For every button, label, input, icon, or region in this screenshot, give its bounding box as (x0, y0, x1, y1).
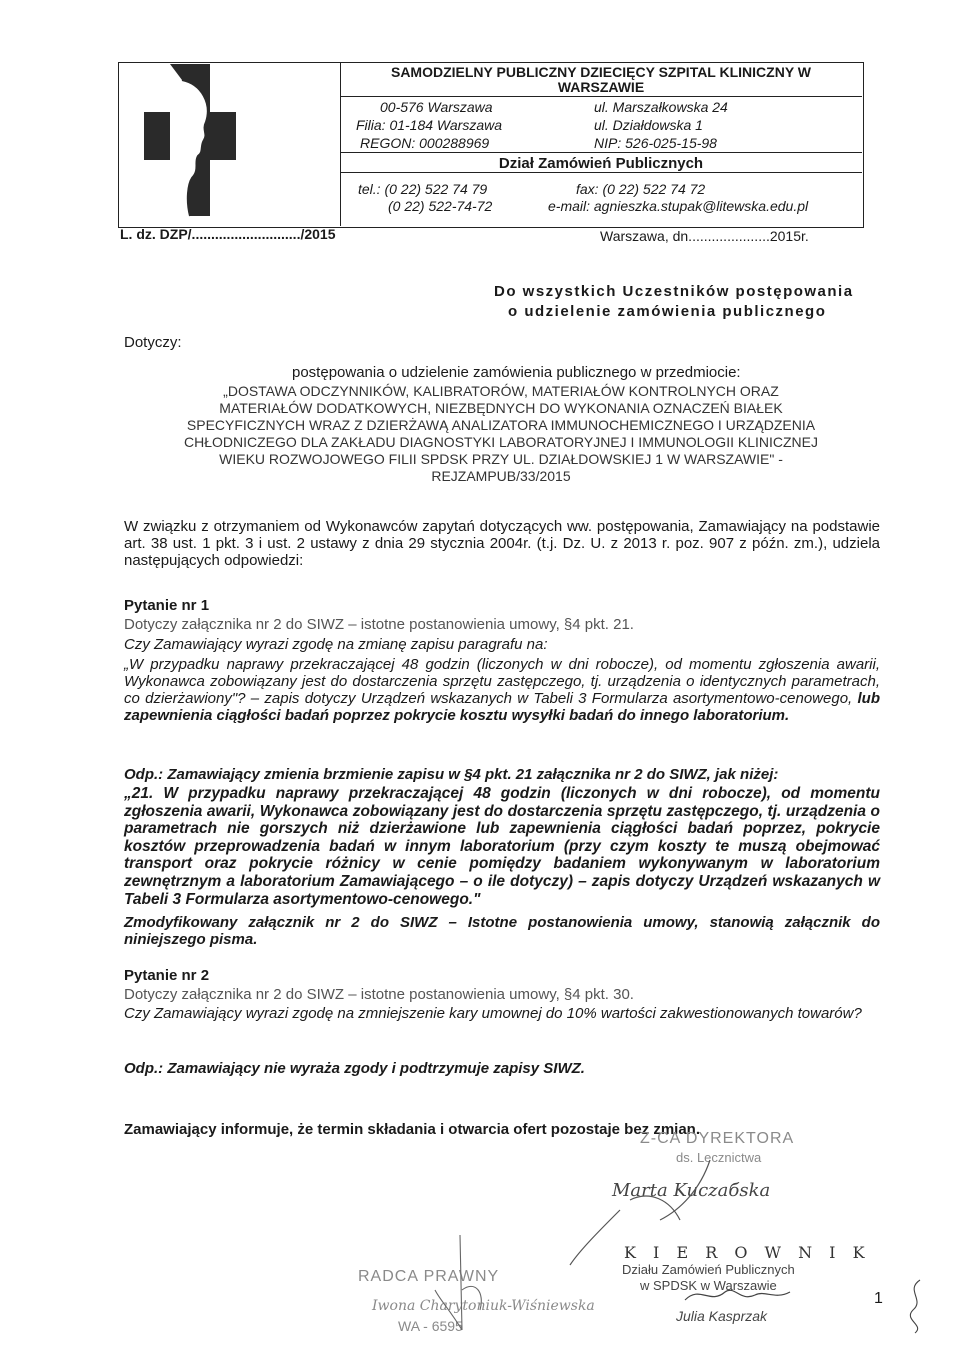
stamp-deputy-director: Z-CA DYREKTORA (640, 1130, 795, 1147)
org-name-line-2: WARSZAWIE (557, 79, 645, 95)
date-line: Warszawa, dn.....................2015r. (600, 228, 809, 244)
subject-line: CHŁODNICZEGO DLA ZAKŁADU DIAGNOSTYKI LABORATORYJNEJ I IMMUNOLOGII KLINICZNEJ (183, 434, 818, 450)
signature-manager (680, 1280, 800, 1310)
stamp-counsel-title: RADCA PRAWNY (358, 1268, 500, 1285)
subject-line: MATERIAŁÓW DODATKOWYCH, NIEZBĘDNYCH DO WYKONANIA OZNACZEŃ BIAŁEK (219, 400, 783, 416)
question-2-body: Czy Zamawiający wyrazi zgodę na zmniejszenie kary umownej do 10% wartości zakwestionowanych towarów? (124, 1005, 862, 1022)
department-name: Dział Zamówień Publicznych (498, 155, 704, 172)
stamp-deputy-director-dept: ds. Lecznictwa (676, 1150, 762, 1165)
phone-1: tel.: (0 22) 522 74 79 (358, 181, 488, 197)
question-1-title: Pytanie nr 1 (124, 597, 210, 614)
page-number: 1 (874, 1290, 883, 1307)
regarding-label: Dotyczy: (124, 334, 182, 351)
answer-1-note: Zmodyfikowany załącznik nr 2 do SIWZ – Istotne postanowienia umowy, stanowią załącznik do niniejszego pisma. (124, 914, 880, 948)
page-initials (895, 1275, 935, 1335)
stamp-counsel-name: Iwona Charytoniuk-Wiśniewska (372, 1298, 595, 1314)
addressee-line-1: Do wszystkich Uczestników postępowania (494, 283, 854, 300)
question-1-quote: „W przypadku naprawy przekraczającej 48 godzin (liczonych w dni robocze), od momentu zgłoszenia awarii, Wykonawca zobowiązany jest do dostarczenia sprzętu zastępczego, tj. urządzenia o identycznych parametrach, co dzierżawiony"? – zapis dotyczy Urządzeń wskazanych w Tabeli 3 Formularza asortymentowo-cenowego, (124, 656, 880, 707)
stamp-manager-name: Julia Kasprzak (676, 1308, 768, 1324)
closing-statement: Zamawiający informuje, że termin składania i otwarcia ofert pozostaje bez zmian. (124, 1121, 701, 1138)
subject-title (118, 383, 884, 485)
addressee-line-2: o udzielenie zamówienia publicznego (508, 303, 827, 320)
signature-counsel (420, 1230, 500, 1340)
question-1-reference: Dotyczy załącznika nr 2 do SIWZ – istotne postanowienia umowy, §4 pkt. 21. (124, 616, 634, 633)
question-2-reference: Dotyczy załącznika nr 2 do SIWZ – istotne postanowienia umowy, §4 pkt. 30. (124, 986, 634, 1003)
answer-2-text: Zamawiający nie wyraża zgody i podtrzymuje zapisy SIWZ. (167, 1060, 585, 1077)
question-1-bold: lub zapewnienia ciągłości badań poprzez pokrycie kosztu wysyłki badań do innego laboratorium. (124, 690, 880, 724)
stamp-manager-title: K I E R O W N I K (624, 1243, 871, 1262)
answer-1-intro-line (124, 766, 880, 783)
subject-line: WIEKU ROZWOJOWEGO FILII SPDSK PRZY UL. DZIAŁDOWSKIEJ 1 W WARSZAWIE" - (219, 451, 783, 467)
answer-2-label: Odp.: (124, 1060, 164, 1077)
address-left-2: Filia: 01-184 Warszawa (356, 117, 503, 133)
nip: NIP: 526-025-15-98 (594, 135, 717, 151)
question-1-intro: Czy Zamawiający wyrazi zgodę na zmianę zapisu paragrafu na: (124, 636, 548, 653)
phone-2: (0 22) 522-74-72 (388, 198, 493, 214)
regon-text: REGON: 000288969 (360, 135, 490, 151)
subject-line: REJZAMPUB/33/2015 (431, 468, 571, 484)
subject-line: SPECYFICZNYCH WRAZ Z DZIERŻAWĄ ANALIZATORA IMMUNOCHEMICZNEGO I URZĄDZENIA (186, 417, 816, 433)
answer-1-label: Odp.: (124, 766, 164, 783)
question-2-title: Pytanie nr 2 (124, 967, 210, 984)
fax: fax: (0 22) 522 74 72 (576, 181, 706, 197)
answer-1-intro: Zamawiający zmienia brzmienie zapisu w §4 pkt. 21 załącznika nr 2 do SIWZ, jak niżej: (167, 766, 779, 783)
org-name-line-1: SAMODZIELNY PUBLICZNY DZIECIĘCY SZPITAL KLINICZNY W (390, 64, 812, 80)
reference-number: L. dz. DZP/............................/2015 (120, 226, 336, 242)
address-right-2: ul. Działdowska 1 (594, 117, 703, 133)
stamp-counsel-number: WA - 6595 (398, 1318, 463, 1334)
answer-2 (124, 1060, 585, 1077)
email: e-mail: agnieszka.stupak@litewska.edu.pl (548, 198, 809, 214)
subject-intro: postępowania o udzielenie zamówienia publicznego w przedmiocie: (292, 364, 741, 381)
address-right-1: ul. Marszałkowska 24 (594, 99, 728, 115)
intro-paragraph: W związku z otrzymaniem od Wykonawców zapytań dotyczących ww. postępowania, Zamawiający na podstawie art. 38 ust. 1 pkt. 3 i ust. 2 ustawy z dnia 29 stycznia 2004r. (t.j. Dz. U. z 2013 r. poz. 907 z późn. zm.), udziela następujących odpowiedzi: (124, 518, 880, 569)
question-1-body (124, 656, 880, 724)
stamp-manager-location: w SPDSK w Warszawie (640, 1278, 777, 1293)
signature-deputy-director: Marta Kuczaбska (612, 1180, 771, 1201)
stamp-manager-dept: Działu Zamówień Publicznych (622, 1262, 795, 1277)
answer-1-quote: „21. W przypadku naprawy przekraczającej 48 godzin (liczonych w dni robocze), od momentu zgłoszenia awarii, Wykonawca zobowiązany jest do dostarczenia sprzętu zastępczego, tj. urządzenia o parametrach nie gorszych niż dzierżawione lub zapewnienia ciągłości badań poprzez, pokrycie kosztów przeprowadzenia badań w innym laboratorium (przy czym koszty te muszą obejmować transport oraz pokrycie różnicy w cenie pomiędzy badaniem wykonywanym w laboratorium zewnętrznym a laboratorium Zamawiającego – o ile dotyczy) – zapis dotyczy Urządzeń wskazanych w Tabeli 3 Formularza asortymentowo-cenowego." (124, 785, 880, 908)
subject-line: „DOSTAWA ODCZYNNIKÓW, KALIBRATORÓW, MATERIAŁÓW KONTROLNYCH ORAZ (223, 383, 779, 399)
address-left-1: 00-576 Warszawa (380, 99, 493, 115)
